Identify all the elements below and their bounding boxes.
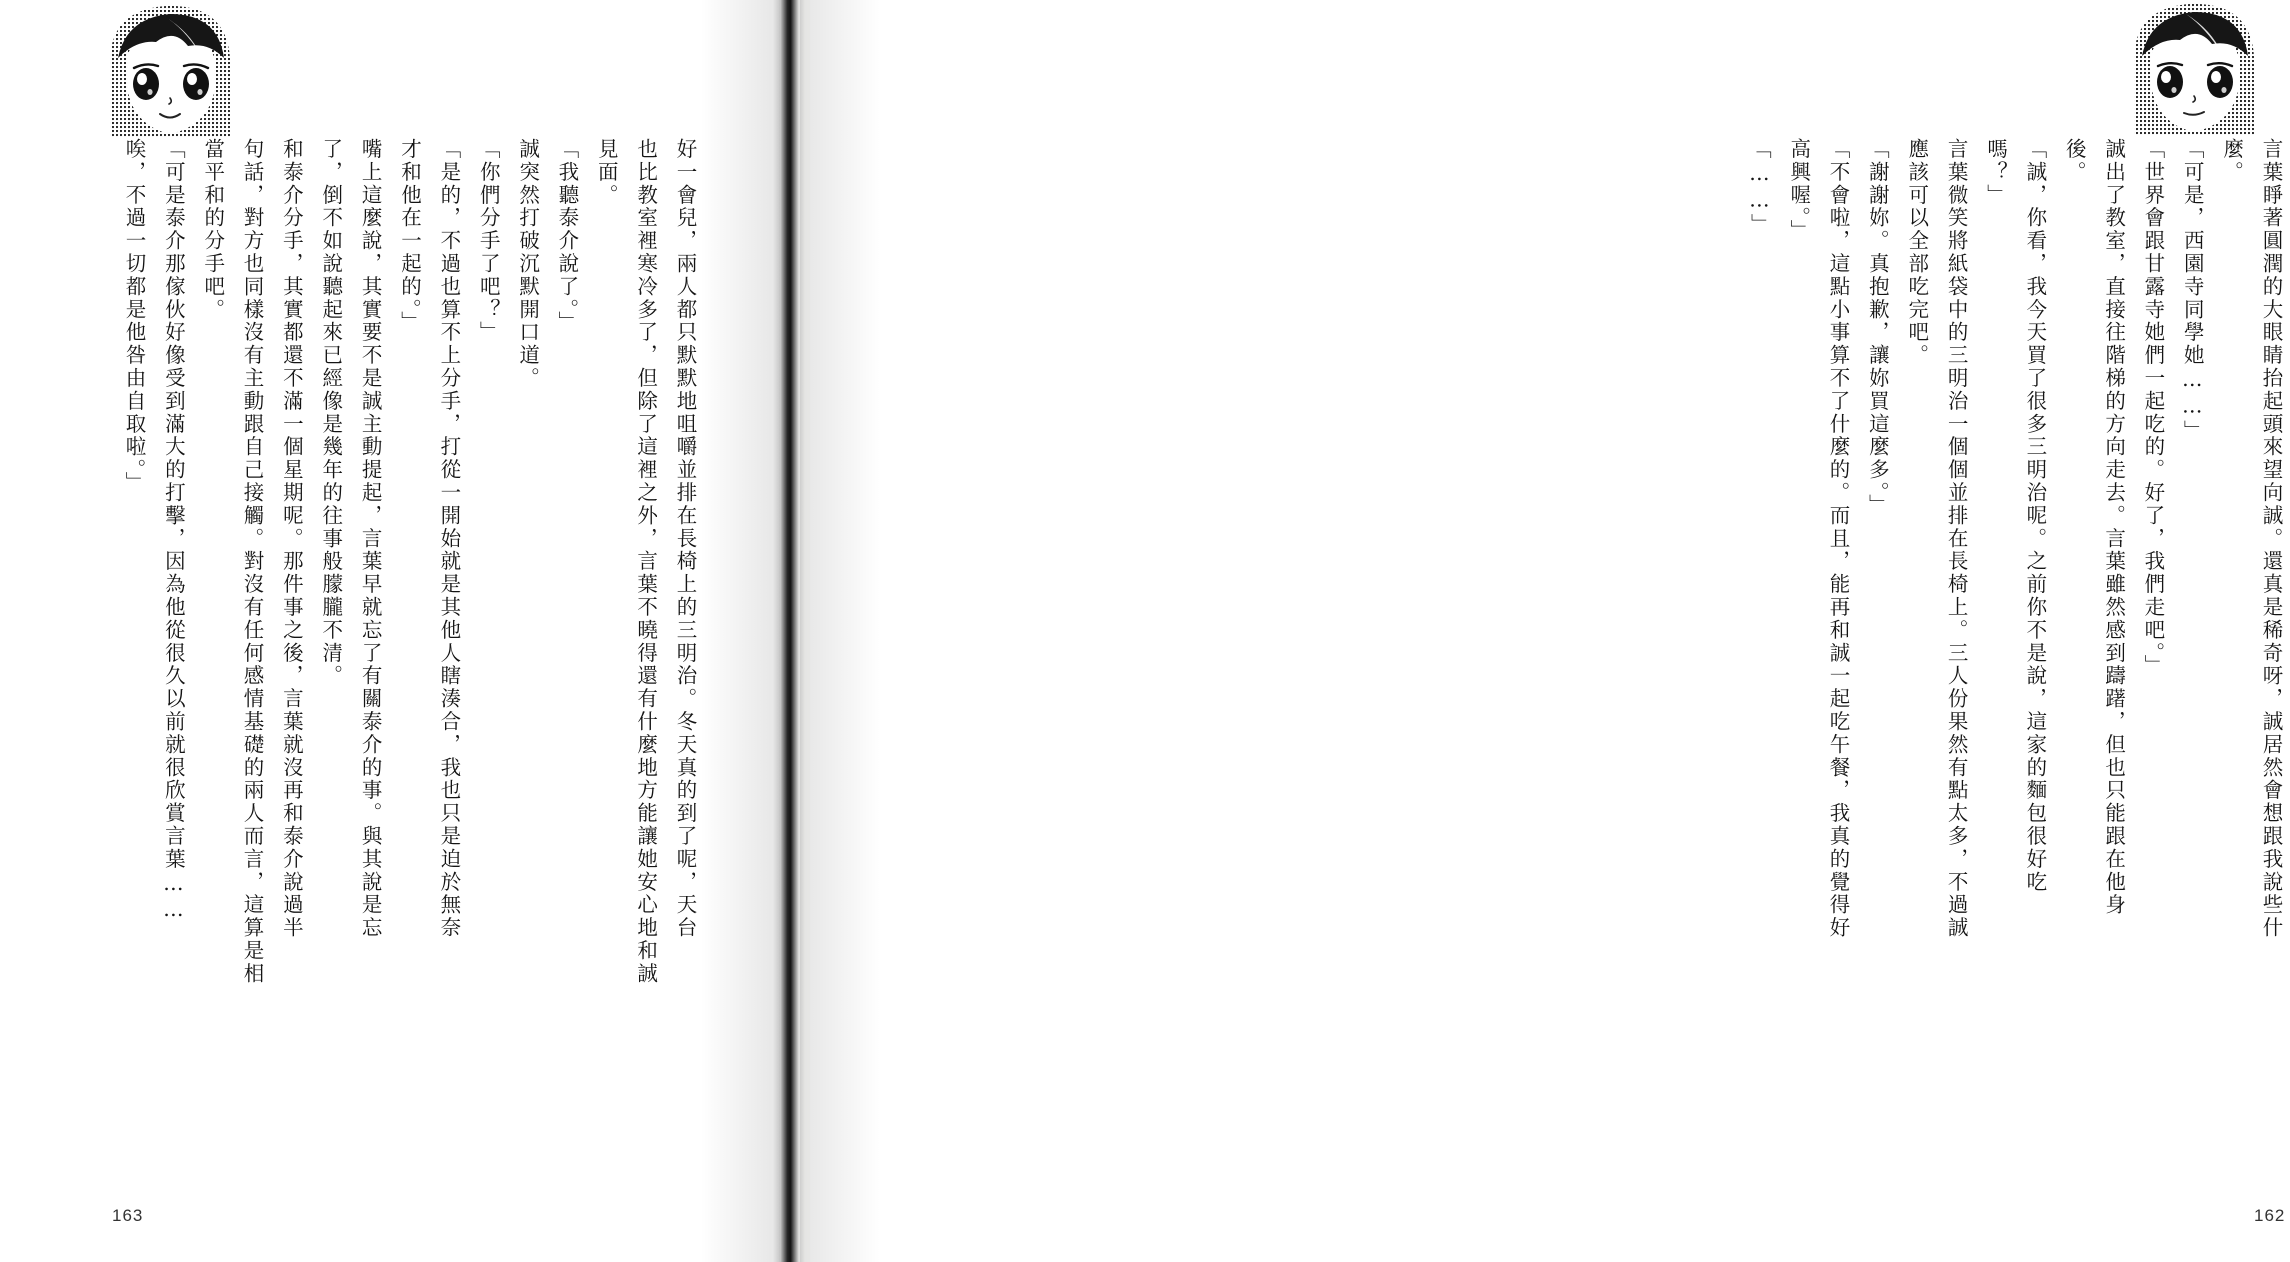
text-line: 應該可以全部吃完吧。 [1904,138,1929,367]
text-line: 「可是泰介那傢伙好像受到滿大的打擊，因為他從很久以前就很欣賞言葉…… [161,138,186,924]
girl-face-illustration [2128,0,2260,136]
left-page [0,0,790,1262]
girl-face-illustration [104,2,236,138]
text-line: 「世界會跟甘露寺她們一起吃的。好了，我們走吧。」 [2140,138,2165,678]
text-line: 言葉睜著圓潤的大眼睛抬起頭來望向誠。還真是稀奇呀，誠居然會想跟我說些什 [2259,138,2283,940]
text-line: 「你們分手了吧？」 [476,138,501,345]
text-line: 「不會啦，這點小事算不了什麼的。而且，能再和誠一起吃午餐，我真的覺得好 [1826,138,1851,940]
text-line: 嘴上這麼說，其實要不是誠主動提起，言葉早就忘了有關泰介的事。與其說是忘 [358,138,383,940]
page-number-right: 162 [2254,1206,2286,1225]
left-page-body-text [104,138,704,1198]
text-line: 「誠，你看，我今天買了很多三明治呢。之前你不是說，這家的麵包很好吃 [2022,138,2047,894]
right-page-body-text [1690,138,2290,1198]
right-page [810,0,2286,1262]
text-line: 嗎？」 [1983,138,2008,207]
page-number-left: 163 [112,1206,144,1225]
text-line: 後。 [2062,138,2087,184]
text-line: 「是的，不過也算不上分手，打從一開始就是其他人瞎湊合，我也只是迫於無奈 [436,138,461,940]
text-line: 了，倒不如說聽起來已經像是幾年的往事般朦朧不清。 [318,138,343,688]
text-line: 高興喔。」 [1786,138,1811,243]
text-line: 句話，對方也同樣沒有主動跟自己接觸。對沒有任何感情基礎的兩人而言，這算是相 [240,138,265,986]
text-line: 唉，不過一切都是他咎由自取啦。」 [121,138,146,495]
text-line: 誠突然打破沉默開口道。 [515,138,540,390]
text-line: 當平和的分手吧。 [200,138,225,322]
book-gutter [773,0,805,1262]
text-line: 和泰介分手，其實都還不滿一個星期呢。那件事之後，言葉就沒再和泰介說過半 [279,138,304,940]
text-line: 麼。 [2219,138,2244,184]
text-line: 見面。 [594,138,619,207]
text-line: 也比教室裡寒冷多了，但除了這裡之外，言葉不曉得還有什麼地方能讓她安心地和誠 [633,138,658,986]
text-line: 「謝謝妳。真抱歉，讓妳買這麼多。」 [1865,138,1890,518]
text-line: 好一會兒，兩人都只默默地咀嚼並排在長椅上的三明治。冬天真的到了呢，天台 [673,138,697,940]
text-line: 才和他在一起的。」 [397,138,422,334]
text-line: 「可是，西園寺同學她……」 [2180,138,2205,443]
text-line: 「我聽泰介說了。」 [554,138,579,334]
text-line: 「……」 [1747,138,1772,237]
text-line: 言葉微笑將紙袋中的三明治一個個並排在長椅上。三人份果然有點太多，不過誠 [1944,138,1969,940]
text-line: 誠出了教室，直接往階梯的方向走去。言葉雖然感到躊躇，但也只能跟在他身 [2101,138,2126,917]
